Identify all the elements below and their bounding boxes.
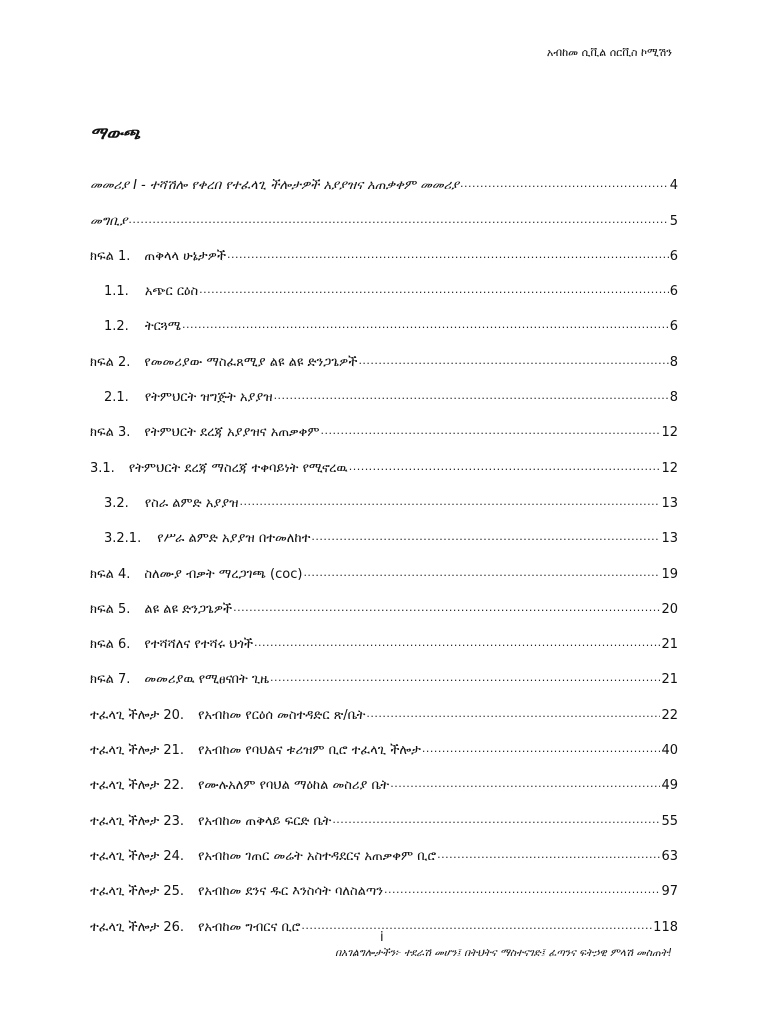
dot-leader — [390, 777, 660, 790]
toc-entry[interactable] — [90, 758, 678, 793]
toc-entry-number: 1.2. — [104, 319, 129, 335]
dot-leader — [460, 177, 669, 190]
toc-entry-label: የስራ ልምድ አያያዝ — [144, 495, 239, 511]
toc-entry-label: የአብከመ የርዕሰ መስተዳድር ጽ/ቤት — [198, 707, 366, 723]
dot-leader — [358, 354, 668, 367]
dot-leader — [321, 424, 661, 437]
toc-entry[interactable] — [90, 229, 678, 264]
toc-entry-number: 3.2.1. — [104, 531, 142, 547]
toc-entry-label: የትምህርት ዝግጅት አያያዝ — [144, 390, 273, 406]
toc-entry-number: ተፈላጊ ችሎታ 24. — [90, 848, 185, 864]
toc-entry-page: 13 — [661, 531, 678, 547]
toc-entry-number: ክፍል 2. — [90, 354, 131, 370]
dot-leader — [349, 460, 661, 473]
dot-leader — [128, 213, 668, 226]
toc-entry-number: ተፈላጊ ችሎታ 26. — [90, 919, 185, 935]
toc-entry-label: የትምህርት ደረጃ ማስረጃ ተቀባይነት የሚኖረዉ — [128, 460, 348, 476]
toc-entry-label: የአብከመ ገጠር መሬት አስተዳደርና አጠቃቀም ቢሮ — [198, 848, 437, 864]
toc-entry-label: ስለሙያ ብቃት ማረጋገጫ (coc) — [144, 566, 303, 582]
dot-leader — [422, 742, 661, 755]
toc-entry[interactable] — [90, 793, 678, 828]
toc-entry[interactable] — [90, 370, 678, 405]
toc-entry-number: 2.1. — [104, 390, 129, 406]
toc-entry-page: 20 — [661, 601, 678, 617]
toc-entry-number: 3.1. — [90, 460, 115, 476]
toc-entry-page: 118 — [653, 919, 678, 935]
toc-entry-label: መመሪያ I - ተሻሽሎ የቀረበ የተፈላጊ ችሎታዎች አያያዝና አጠቃቀም መመሪያ — [90, 178, 460, 194]
toc-entry-page: 6 — [669, 319, 678, 335]
toc-entry-label: መግቢያ — [90, 213, 128, 229]
toc-entry-number: ክፍል 6. — [90, 637, 131, 653]
toc-entry[interactable] — [90, 546, 678, 581]
toc-entry-label: ትርጓሜ — [144, 319, 181, 335]
toc-entry-label: የተሻሻለና የተሻሩ ህጎች — [144, 637, 254, 653]
toc-entry[interactable] — [90, 193, 678, 228]
dot-leader — [270, 671, 660, 684]
toc-entry-label: የሙሉአለም የባህል ማዕከል መስሪያ ቤት — [198, 778, 390, 794]
toc-entry-page: 8 — [669, 390, 678, 406]
toc-entry[interactable] — [90, 511, 678, 546]
dot-leader — [274, 389, 669, 402]
toc-entry[interactable] — [90, 864, 678, 899]
dot-leader — [227, 248, 669, 261]
dot-leader — [239, 495, 660, 508]
toc-entry[interactable] — [90, 652, 678, 687]
toc-entry-number: ክፍል 7. — [90, 672, 131, 688]
toc-entry[interactable] — [90, 687, 678, 722]
toc-entry-label: የመመሪያው ማስፈጸሚያ ልዩ ልዩ ድንጋጌዎች — [144, 354, 358, 370]
toc-entry-number: ክፍል 3. — [90, 425, 131, 441]
toc-entry[interactable] — [90, 476, 678, 511]
dot-leader — [301, 919, 652, 932]
toc-entry-page: 40 — [661, 743, 678, 759]
dot-leader — [366, 707, 660, 720]
dot-leader — [437, 848, 660, 861]
footer-slogan: በአገልግሎታችን፦ ተደራሽ መሆን፤ በትህትና ማስተናገድ፤ ፈጣንና ፍትኃዊ ምላሽ መስጠት! — [335, 947, 672, 959]
toc-entry-page: 4 — [669, 178, 678, 194]
toc-entry[interactable] — [90, 617, 678, 652]
toc-entry-label: ጠቅላላ ሁኔታዎች — [144, 248, 227, 264]
toc-entry[interactable] — [90, 158, 678, 193]
dot-leader — [233, 601, 660, 614]
dot-leader — [199, 283, 669, 296]
table-of-contents — [90, 158, 678, 935]
toc-entry[interactable] — [90, 334, 678, 369]
toc-entry-label: አጭር ርዕስ — [144, 284, 199, 300]
toc-entry-label: የሥራ ልምድ አያያዝ በተመለከተ — [157, 531, 311, 547]
toc-entry-page: 55 — [661, 813, 678, 829]
toc-entry-page: 97 — [661, 884, 678, 900]
toc-entry-number: ክፍል 1. — [90, 248, 131, 264]
toc-entry-page: 13 — [661, 495, 678, 511]
dot-leader — [332, 813, 660, 826]
toc-entry-page: 63 — [661, 848, 678, 864]
toc-entry-page: 5 — [669, 213, 678, 229]
toc-entry-page: 49 — [661, 778, 678, 794]
toc-entry-number: ክፍል 4. — [90, 566, 131, 582]
toc-entry-page: 19 — [661, 566, 678, 582]
toc-entry-number: ተፈላጊ ችሎታ 21. — [90, 743, 185, 759]
toc-entry-number: ተፈላጊ ችሎታ 20. — [90, 707, 185, 723]
toc-entry-page: 22 — [661, 707, 678, 723]
toc-entry-page: 8 — [669, 354, 678, 370]
toc-entry-label: የአብከመ የባህልና ቱሪዝም ቢሮ ተፈላጊ ችሎታ — [198, 743, 421, 759]
toc-entry-page: 12 — [661, 460, 678, 476]
toc-entry-label: ልዩ ልዩ ድንጋጌዎች — [144, 601, 233, 617]
toc-entry-number: 3.2. — [104, 495, 129, 511]
toc-title: ማውጫ — [90, 124, 141, 144]
toc-entry-number: 1.1. — [104, 284, 129, 300]
dot-leader — [384, 883, 660, 896]
dot-leader — [303, 566, 660, 579]
toc-entry-page: 12 — [661, 425, 678, 441]
toc-entry-label: መመሪያዉ የሚፀናበት ጊዜ — [144, 672, 270, 688]
toc-entry-label: የአብከመ ደንና ዱር እንስሳት ባለስልጣን — [198, 884, 384, 900]
toc-entry-number: ተፈላጊ ችሎታ 22. — [90, 778, 185, 794]
toc-entry-label: የአብከመ ግብርና ቢሮ — [198, 919, 301, 935]
toc-entry-page: 21 — [661, 672, 678, 688]
toc-entry-number: ተፈላጊ ችሎታ 23. — [90, 813, 185, 829]
toc-entry-label: የአብከመ ጠቅላይ ፍርድ ቤት — [198, 813, 332, 829]
toc-entry-number: ተፈላጊ ችሎታ 25. — [90, 884, 185, 900]
toc-entry[interactable] — [90, 299, 678, 334]
toc-entry-page: 21 — [661, 637, 678, 653]
toc-entry-number: ክፍል 5. — [90, 601, 131, 617]
toc-entry[interactable] — [90, 899, 678, 934]
toc-entry-page: 6 — [669, 284, 678, 300]
toc-entry-label: የትምህርት ደረጃ አያያዝና አጠቃቀም — [144, 425, 320, 441]
dot-leader — [254, 636, 660, 649]
toc-entry[interactable] — [90, 723, 678, 758]
toc-entry[interactable] — [90, 264, 678, 299]
dot-leader — [182, 318, 669, 331]
toc-entry[interactable] — [90, 405, 678, 440]
page-number: i — [380, 930, 384, 945]
dot-leader — [311, 530, 660, 543]
running-header: አብከመ ሲቪል ሰርቪስ ኮሚሽን — [546, 46, 672, 59]
toc-entry[interactable] — [90, 829, 678, 864]
toc-entry[interactable] — [90, 440, 678, 475]
toc-entry-page: 6 — [669, 248, 678, 264]
toc-entry[interactable] — [90, 582, 678, 617]
